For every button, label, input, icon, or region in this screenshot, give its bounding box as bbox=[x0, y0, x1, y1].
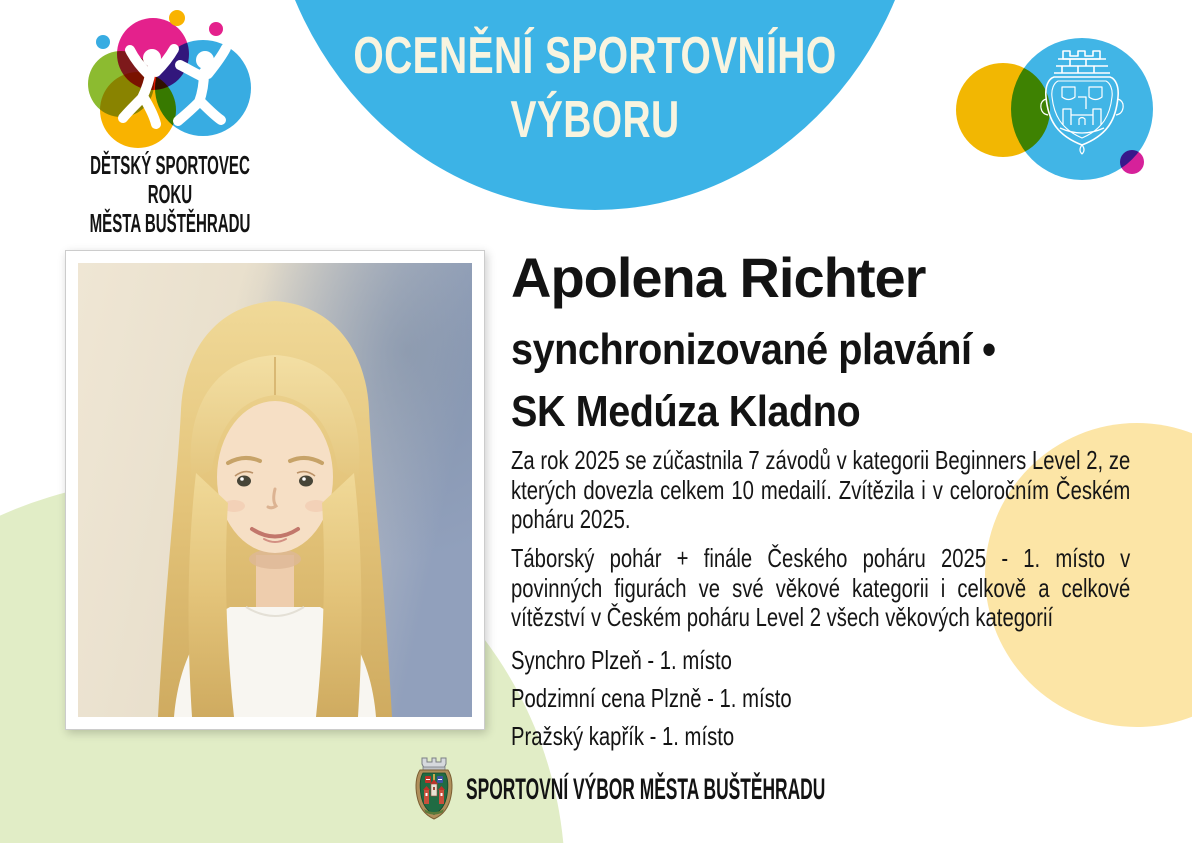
footer-label: SPORTOVNÍ VÝBOR MĚSTA BUŠTĚHRADU bbox=[466, 773, 826, 806]
bustehrad-coat-of-arms-icon bbox=[950, 35, 1180, 180]
athlete-club: SK Medúza Kladno bbox=[511, 387, 861, 436]
result-line: Podzimní cena Plzně - 1. místo bbox=[511, 683, 792, 713]
result-line: Pražský kapřík - 1. místo bbox=[511, 721, 735, 751]
result-line: Synchro Plzeň - 1. místo bbox=[511, 645, 732, 675]
bustehrad-town-emblem-icon bbox=[412, 754, 456, 820]
season-summary: Za rok 2025 se zúčastnila 7 závodů v kategorii Beginners Level 2, ze kterých dovezla celkem 10 medailí. Zvítězila i v celoročním Českém poháru 2025. bbox=[511, 445, 1131, 534]
org-logo-caption bbox=[83, 151, 257, 238]
athlete-discipline: synchronizované plavání • bbox=[511, 325, 996, 374]
main-achievement: Táborský pohár + finále Českého poháru 2025 - 1. místo v povinných figurách ve své věkové kategorii i celkově a celkové vítězství v Českém poháru Level 2 všech věkových kategorií bbox=[511, 543, 1131, 632]
athlete-name: Apolena Richter bbox=[511, 246, 926, 309]
org-caption-line1: DĚTSKÝ SPORTOVEC ROKU bbox=[90, 150, 250, 209]
athlete-photo bbox=[65, 250, 485, 730]
page-title bbox=[348, 24, 843, 152]
page-title-line1: OCENĚNÍ SPORTOVNÍHO bbox=[353, 27, 837, 85]
page-title-line2: VÝBORU bbox=[510, 91, 680, 149]
org-caption-line2: MĚSTA BUŠTĚHRADU bbox=[89, 208, 251, 238]
portrait-illustration bbox=[78, 263, 472, 717]
children-circles-logo-icon bbox=[85, 8, 255, 150]
